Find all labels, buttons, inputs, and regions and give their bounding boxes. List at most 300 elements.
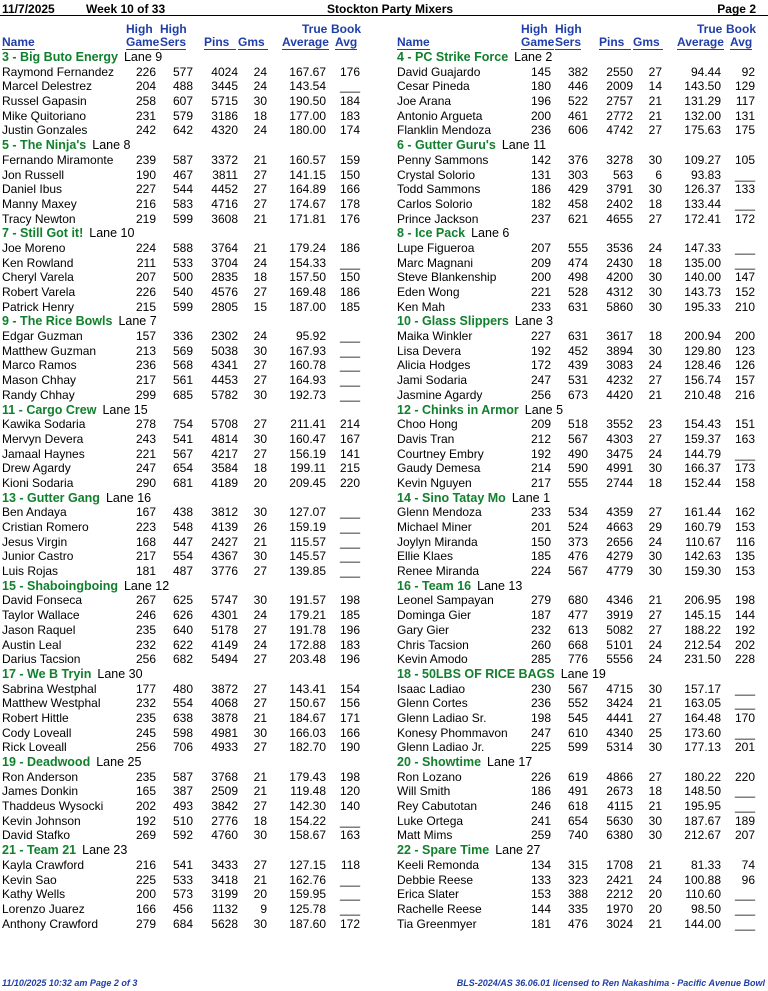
book-average: 198 — [339, 593, 360, 608]
lane-label: Lane 3 — [514, 314, 554, 329]
book-average: 105 — [734, 152, 755, 167]
true-average: 187.00 — [289, 299, 326, 314]
col-book: Book — [726, 22, 756, 36]
team-name: 5 - The Ninja's — [2, 138, 87, 153]
pins: 2302 — [211, 329, 238, 344]
player-row — [2, 623, 382, 638]
games: 30 — [648, 549, 662, 564]
player-name: Isaac Ladiao — [397, 681, 466, 696]
col-true: True — [302, 22, 328, 36]
pins: 4933 — [211, 740, 238, 755]
player-row — [2, 197, 382, 212]
pins: 3278 — [606, 152, 633, 167]
team-name: 14 - Sino Tatay Mo — [397, 490, 506, 505]
col-high-game: Game — [126, 35, 160, 49]
high-series: 622 — [172, 637, 193, 652]
team-name: 21 - Team 21 — [2, 843, 77, 858]
book-average: 185 — [339, 608, 360, 623]
true-average: 211.41 — [290, 417, 326, 432]
high-game: 217 — [135, 549, 156, 564]
player-name: Justin Gonzales — [2, 123, 88, 138]
book-average: 140 — [339, 799, 360, 814]
high-series: 567 — [567, 564, 588, 579]
high-series: 587 — [172, 152, 193, 167]
high-series: 323 — [567, 872, 588, 887]
high-series: 387 — [172, 784, 193, 799]
player-row — [397, 564, 768, 579]
high-series: 626 — [172, 608, 193, 623]
col-pins: Pins — [204, 36, 236, 50]
games: 21 — [648, 916, 662, 931]
team-header — [397, 50, 768, 65]
team-block — [2, 491, 382, 579]
games: 30 — [648, 285, 662, 299]
pins: 3704 — [211, 255, 238, 270]
team-header — [397, 314, 768, 329]
team-header — [2, 755, 382, 770]
games: 30 — [648, 681, 662, 696]
team-block — [397, 491, 768, 579]
player-row — [2, 358, 382, 373]
player-name: Darius Tacsion — [2, 652, 81, 667]
player-row — [2, 270, 382, 285]
pins: 4303 — [606, 431, 633, 446]
pins: 3083 — [606, 358, 633, 373]
player-name: Kevin Sao — [2, 872, 57, 887]
player-name: Renee Miranda — [397, 564, 480, 579]
true-average: 231.50 — [684, 652, 721, 667]
book-average: 129 — [734, 79, 755, 94]
player-name: Erica Slater — [397, 887, 460, 902]
book-average: ___ — [339, 534, 360, 549]
lane-label: Lane 7 — [118, 314, 157, 329]
true-average: 126.37 — [684, 182, 721, 197]
true-average: 161.44 — [684, 505, 721, 520]
lane-label: Lane 5 — [524, 402, 564, 417]
pins: 4715 — [606, 681, 633, 696]
high-series: 587 — [172, 769, 193, 784]
true-average: 100.88 — [684, 872, 721, 887]
player-name: Edgar Guzman — [2, 329, 83, 344]
player-row — [397, 711, 768, 726]
high-series: 476 — [567, 549, 588, 564]
book-average: 183 — [339, 108, 360, 123]
true-average: 179.21 — [289, 608, 326, 623]
player-row — [397, 300, 768, 315]
player-name: Fernando Miramonte — [2, 152, 114, 167]
pins: 3552 — [606, 417, 633, 432]
player-name: Thaddeus Wysocki — [2, 799, 104, 814]
high-game: 239 — [135, 152, 156, 167]
games: 30 — [648, 740, 662, 755]
player-row — [2, 505, 382, 520]
pins: 3536 — [606, 240, 633, 255]
player-row — [2, 168, 382, 183]
book-average: 190 — [339, 740, 360, 755]
games: 30 — [253, 593, 267, 608]
team-header — [2, 226, 382, 241]
player-row — [2, 344, 382, 359]
high-game: 215 — [135, 299, 156, 314]
player-name: Jamaal Haynes — [2, 446, 85, 461]
high-game: 226 — [135, 285, 156, 299]
games: 24 — [648, 446, 662, 461]
player-row — [397, 623, 768, 638]
high-series: 493 — [172, 799, 193, 814]
player-row — [2, 608, 382, 623]
true-average: 119.48 — [290, 784, 326, 799]
player-row — [397, 270, 768, 285]
games: 27 — [648, 431, 662, 446]
high-game: 204 — [135, 79, 156, 94]
games: 27 — [648, 622, 662, 637]
games: 27 — [648, 769, 662, 784]
player-name: Gaudy Demesa — [397, 461, 481, 476]
high-game: 200 — [135, 887, 156, 902]
games: 27 — [648, 608, 662, 623]
book-average: 186 — [339, 285, 360, 299]
high-series: 625 — [172, 593, 193, 608]
player-row — [397, 726, 768, 741]
player-row — [397, 94, 768, 109]
player-row — [2, 94, 382, 109]
player-row — [397, 109, 768, 124]
pins: 2835 — [211, 270, 238, 285]
team-block — [397, 226, 768, 314]
player-name: Debbie Reese — [397, 872, 474, 887]
true-average: 143.50 — [684, 79, 721, 94]
pins: 3372 — [211, 152, 238, 167]
player-name: Rick Loveall — [2, 740, 67, 755]
high-series: 590 — [567, 461, 588, 476]
games: 27 — [253, 417, 267, 432]
player-row — [2, 593, 382, 608]
book-average: ___ — [734, 784, 755, 799]
player-name: Kawika Sodaria — [2, 417, 86, 432]
player-name: Glenn Ladiao Jr. — [397, 740, 485, 755]
pins: 4991 — [606, 461, 633, 476]
player-name: Flanklin Mendoza — [397, 123, 492, 138]
games: 21 — [253, 710, 267, 725]
true-average: 164.93 — [289, 373, 326, 388]
page-header — [0, 2, 768, 16]
games: 27 — [253, 358, 267, 373]
book-average: ___ — [339, 872, 360, 887]
book-average: 157 — [734, 373, 755, 388]
high-series: 541 — [172, 857, 193, 872]
player-name: Cheryl Varela — [2, 270, 74, 285]
player-name: David Guajardo — [397, 64, 481, 79]
high-series: 592 — [172, 828, 193, 843]
team-header — [397, 491, 768, 506]
high-game: 181 — [135, 564, 156, 579]
games: 30 — [253, 828, 267, 843]
games: 30 — [648, 828, 662, 843]
col-avg: Avg — [335, 35, 358, 49]
true-average: 199.11 — [290, 461, 326, 476]
player-row — [2, 726, 382, 741]
high-game: 223 — [135, 520, 156, 534]
book-average: 116 — [735, 534, 755, 549]
pins: 4866 — [606, 769, 633, 784]
high-game: 258 — [135, 94, 156, 109]
pins: 4420 — [606, 387, 633, 402]
high-game: 236 — [135, 358, 156, 373]
high-series: 518 — [567, 417, 588, 432]
team-name: 9 - The Rice Bowls — [2, 314, 113, 329]
high-series: 476 — [567, 916, 588, 931]
high-series: 336 — [172, 329, 193, 344]
high-game: 279 — [530, 593, 551, 608]
high-series: 452 — [567, 343, 588, 358]
true-average: 160.79 — [684, 520, 721, 534]
player-row — [397, 329, 768, 344]
games: 30 — [253, 505, 267, 520]
lane-label: Lane 11 — [501, 138, 547, 153]
team-block — [2, 755, 382, 843]
player-row — [397, 696, 768, 711]
high-game: 185 — [530, 549, 551, 564]
player-name: Antonio Argueta — [397, 108, 483, 123]
player-name: Jesus Virgin — [2, 534, 68, 549]
games: 24 — [648, 534, 662, 549]
high-series: 638 — [172, 710, 193, 725]
player-name: Kathy Wells — [2, 887, 66, 902]
lane-label: Lane 6 — [471, 226, 510, 241]
high-series: 568 — [172, 358, 193, 373]
true-average: 142.63 — [684, 549, 721, 564]
team-header — [397, 755, 768, 770]
pins: 4217 — [211, 446, 238, 461]
games: 30 — [253, 916, 267, 931]
player-row — [2, 638, 382, 653]
games: 27 — [648, 211, 662, 226]
book-average: 228 — [734, 652, 755, 667]
high-game: 259 — [530, 828, 551, 843]
player-name: Austin Leal — [2, 637, 62, 652]
high-series: 684 — [172, 916, 193, 931]
player-name: Sabrina Westphal — [2, 681, 97, 696]
player-row — [397, 476, 768, 491]
book-average: ___ — [339, 505, 360, 520]
games: 21 — [253, 152, 267, 167]
player-row — [2, 65, 382, 80]
high-game: 221 — [135, 446, 156, 461]
lane-label: Lane 30 — [97, 666, 143, 681]
true-average: 187.67 — [684, 813, 721, 828]
high-game: 246 — [530, 799, 551, 814]
pins: 4115 — [607, 799, 633, 814]
games: 21 — [648, 94, 662, 109]
player-row — [2, 520, 382, 535]
player-row — [2, 711, 382, 726]
true-average: 132.00 — [684, 108, 721, 123]
player-name: Kevin Amodo — [397, 652, 468, 667]
high-series: 545 — [567, 710, 588, 725]
pins: 4189 — [211, 475, 238, 490]
high-series: 561 — [172, 373, 193, 388]
player-row — [2, 432, 382, 447]
true-average: 159.19 — [289, 520, 326, 534]
book-average: 118 — [340, 857, 360, 872]
player-row — [397, 917, 768, 932]
pins: 3768 — [211, 769, 238, 784]
team-name: 8 - Ice Pack — [397, 226, 466, 241]
team-block — [2, 138, 382, 226]
pins: 3764 — [211, 240, 238, 255]
player-name: Marc Magnani — [397, 255, 474, 270]
high-series: 429 — [567, 182, 588, 197]
high-series: 618 — [567, 799, 588, 814]
player-row — [397, 608, 768, 623]
games: 26 — [253, 520, 267, 534]
book-average: ___ — [339, 255, 360, 270]
player-name: Robert Hittle — [2, 710, 69, 725]
high-series: 477 — [567, 608, 588, 623]
high-series: 461 — [567, 108, 588, 123]
high-series: 498 — [567, 270, 588, 285]
high-series: 640 — [172, 622, 193, 637]
pins: 4149 — [211, 637, 238, 652]
player-row — [2, 123, 382, 138]
games: 18 — [648, 196, 662, 211]
team-header — [397, 403, 768, 418]
true-average: 188.22 — [684, 622, 721, 637]
games: 9 — [260, 901, 267, 916]
book-average: 74 — [741, 857, 755, 872]
true-average: 177.13 — [684, 740, 721, 755]
player-name: Prince Jackson — [397, 211, 479, 226]
games: 21 — [253, 211, 267, 226]
right-column — [397, 22, 768, 931]
book-average: ___ — [339, 549, 360, 564]
true-average: 200.94 — [684, 329, 721, 344]
player-name: Junior Castro — [2, 549, 74, 564]
team-name: 13 - Gutter Gang — [2, 490, 100, 505]
player-name: Mason Chhay — [2, 373, 77, 388]
true-average: 179.43 — [289, 769, 326, 784]
book-average: 202 — [734, 637, 755, 652]
book-average: 126 — [734, 358, 755, 373]
high-series: 619 — [567, 769, 588, 784]
col-high-sers: Sers — [160, 35, 187, 49]
high-series: 706 — [172, 740, 193, 755]
col-gms: Gms — [238, 36, 268, 50]
true-average: 144.00 — [684, 916, 721, 931]
lane-label: Lane 2 — [514, 50, 553, 64]
player-row — [2, 740, 382, 755]
book-average: 184 — [339, 94, 360, 109]
lane-label: Lane 12 — [123, 578, 170, 593]
book-average: 189 — [734, 813, 755, 828]
pins: 4139 — [211, 520, 238, 534]
true-average: 209.45 — [289, 475, 326, 490]
high-series: 554 — [172, 696, 193, 711]
true-average: 109.27 — [684, 152, 721, 167]
player-name: Cristian Romero — [2, 520, 89, 534]
games: 30 — [648, 152, 662, 167]
high-series: 335 — [567, 901, 588, 916]
true-average: 172.41 — [684, 211, 721, 226]
player-name: David Fonseca — [2, 593, 83, 608]
header-rule — [0, 15, 768, 16]
player-row — [397, 638, 768, 653]
player-row — [2, 329, 382, 344]
player-row — [2, 696, 382, 711]
true-average: 159.30 — [684, 564, 721, 579]
high-series: 579 — [172, 108, 193, 123]
games: 30 — [648, 270, 662, 285]
pins: 3199 — [211, 887, 238, 902]
true-average: 95.92 — [295, 329, 326, 344]
player-row — [397, 593, 768, 608]
col-high-game-top: High — [521, 22, 548, 36]
high-game: 214 — [530, 461, 551, 476]
games: 27 — [253, 622, 267, 637]
player-name: Jami Sodaria — [397, 373, 468, 388]
player-row — [397, 358, 768, 373]
high-game: 232 — [135, 696, 156, 711]
team-header — [2, 843, 382, 858]
pins: 5314 — [606, 740, 633, 755]
report-date: 11/7/2025 — [2, 2, 55, 16]
pins: 5782 — [211, 387, 238, 402]
pins: 3776 — [211, 564, 238, 579]
high-game: 241 — [530, 813, 551, 828]
high-game: 145 — [530, 64, 551, 79]
high-game: 242 — [135, 123, 156, 138]
high-series: 303 — [567, 167, 588, 182]
player-row — [397, 182, 768, 197]
player-name: Russel Gapasin — [2, 94, 87, 109]
pins: 5715 — [211, 94, 238, 109]
pins: 4320 — [211, 123, 238, 138]
pins: 5860 — [606, 299, 633, 314]
high-game: 192 — [135, 813, 156, 828]
true-average: 191.57 — [289, 593, 326, 608]
true-average: 175.63 — [684, 123, 721, 138]
team-block — [2, 843, 382, 931]
team-block — [2, 667, 382, 755]
high-game: 157 — [135, 329, 156, 344]
true-average: 141.15 — [289, 167, 326, 182]
book-average: ___ — [339, 564, 360, 579]
book-average: 151 — [734, 417, 755, 432]
true-average: 173.60 — [684, 725, 721, 740]
left-column — [2, 22, 382, 931]
player-name: Anthony Crawford — [2, 916, 99, 931]
games: 24 — [253, 637, 267, 652]
high-series: 654 — [172, 461, 193, 476]
player-name: Glenn Mendoza — [397, 505, 482, 520]
player-name: Courtney Embry — [397, 446, 484, 461]
book-average: 172 — [734, 211, 755, 226]
player-name: Matt Mims — [397, 828, 453, 843]
pins: 3812 — [211, 505, 238, 520]
pins: 4279 — [606, 549, 633, 564]
true-average: 179.24 — [289, 240, 326, 255]
pins: 4655 — [606, 211, 633, 226]
player-name: Davis Tran — [397, 431, 455, 446]
player-row — [2, 417, 382, 432]
book-average: 159 — [339, 152, 360, 167]
high-series: 531 — [567, 373, 588, 388]
player-name: Ken Mah — [397, 299, 446, 314]
high-game: 235 — [135, 622, 156, 637]
book-average: 133 — [734, 182, 755, 197]
true-average: 152.44 — [684, 475, 721, 490]
games: 27 — [253, 857, 267, 872]
